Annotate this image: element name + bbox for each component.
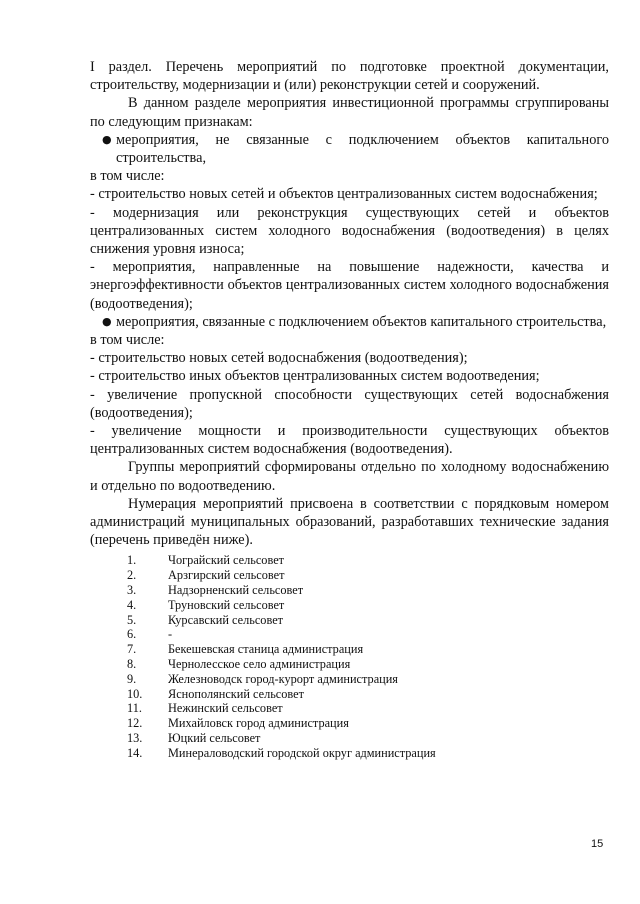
list-item bbox=[90, 627, 609, 642]
page-number: 15 bbox=[591, 838, 604, 850]
bullet-text: мероприятия, не связанные с подключением объектов капитального строительства, bbox=[116, 131, 609, 167]
sub-item: - строительство новых сетей водоснабжения (водоотведения); bbox=[90, 350, 468, 367]
list-item-number: 8. bbox=[127, 657, 137, 672]
sub-item: - увеличение пропускной способности существующих сетей водоснабжения (водоотведения); bbox=[90, 386, 609, 421]
list-item bbox=[90, 716, 609, 731]
section-heading: I раздел. Перечень мероприятий по подготовке проектной документации, строительству, модернизации и (или) реконструкции сетей и сооружений. bbox=[90, 59, 609, 94]
list-item bbox=[90, 598, 609, 613]
list-item-name: Михайловск город администрация bbox=[168, 716, 349, 731]
list-item-name: Чограйский сельсовет bbox=[168, 553, 285, 568]
bullet-icon: ● bbox=[102, 314, 112, 328]
list-item bbox=[90, 657, 609, 672]
bullet-item bbox=[90, 131, 609, 167]
list-item-number: 13. bbox=[127, 731, 143, 746]
document-body bbox=[90, 58, 609, 761]
groups-note-paragraph: Группы мероприятий сформированы отдельно по холодному водоснабжению и отдельно по водоотведению. bbox=[90, 459, 609, 494]
list-item bbox=[90, 568, 609, 583]
list-item-number: 5. bbox=[127, 612, 137, 627]
group-related bbox=[90, 313, 609, 459]
list-item-name: Минераловодский городской округ администрация bbox=[168, 745, 436, 760]
sub-item: - увеличение мощности и производительности существующих объектов централизованных систем водоснабжения (водоотведения). bbox=[90, 423, 609, 458]
list-item-name: Нежинский сельсовет bbox=[168, 701, 283, 716]
list-item bbox=[90, 642, 609, 657]
list-item-number: 11. bbox=[127, 701, 142, 716]
sub-intro: в том числе: bbox=[90, 168, 165, 185]
list-item-name: Юцкий сельсовет bbox=[168, 731, 261, 746]
list-item-name: Труновский сельсовет bbox=[168, 597, 285, 612]
sub-item: - мероприятия, направленные на повышение надежности, качества и энергоэффективности объектов централизованных систем холодного водоснабжения (водоотведения); bbox=[90, 259, 609, 312]
sub-intro: в том числе: bbox=[90, 332, 165, 349]
list-item-name: - bbox=[168, 627, 173, 642]
list-item bbox=[90, 553, 609, 568]
bullet-item bbox=[90, 313, 609, 331]
list-item-number: 3. bbox=[127, 583, 137, 598]
list-item bbox=[90, 731, 609, 746]
group-unrelated bbox=[90, 131, 609, 313]
bullet-text: мероприятия, связанные с подключением объектов капитального строительства, bbox=[116, 313, 607, 330]
list-item-number: 1. bbox=[127, 553, 137, 568]
list-item-number: 6. bbox=[127, 627, 137, 642]
list-item-number: 2. bbox=[127, 568, 137, 583]
list-item bbox=[90, 672, 609, 687]
sub-item: - модернизация или реконструкция существующих сетей и объектов централизованных систем холодного водоснабжения (водоотведения) в целях снижения уровня износа; bbox=[90, 204, 609, 258]
administrations-list bbox=[90, 553, 609, 760]
list-item-number: 10. bbox=[127, 686, 143, 701]
list-item-name: Бекешевская станица администрация bbox=[168, 642, 364, 657]
list-item bbox=[90, 746, 609, 761]
list-item-name: Надзорненский сельсовет bbox=[168, 583, 304, 598]
intro-paragraph: В данном разделе мероприятия инвестиционной программы сгруппированы по следующим признакам: bbox=[90, 95, 609, 130]
list-item-name: Яснополянский сельсовет bbox=[168, 686, 304, 701]
numbering-note-paragraph: Нумерация мероприятий присвоена в соответствии с порядковым номером администраций муниципальных образований, разработавших технические задания (перечень приведён ниже). bbox=[90, 495, 609, 549]
list-item bbox=[90, 701, 609, 716]
list-item-number: 4. bbox=[127, 597, 137, 612]
list-item bbox=[90, 687, 609, 702]
list-item-number: 12. bbox=[127, 716, 143, 731]
list-item-number: 7. bbox=[127, 642, 137, 657]
list-item bbox=[90, 583, 609, 598]
list-item-number: 14. bbox=[127, 745, 143, 760]
list-item-name: Арзгирский сельсовет bbox=[168, 568, 285, 583]
list-item-name: Чернолесское село администрация bbox=[168, 657, 351, 672]
list-item-number: 9. bbox=[127, 671, 137, 686]
list-item-name: Железноводск город-курорт администрация bbox=[168, 671, 398, 686]
sub-item: - строительство новых сетей и объектов централизованных систем водоснабжения; bbox=[90, 186, 598, 203]
sub-item: - строительство иных объектов централизованных систем водоотведения; bbox=[90, 368, 540, 385]
bullet-icon: ● bbox=[102, 132, 112, 146]
list-item-name: Курсавский сельсовет bbox=[168, 612, 284, 627]
list-item bbox=[90, 613, 609, 628]
